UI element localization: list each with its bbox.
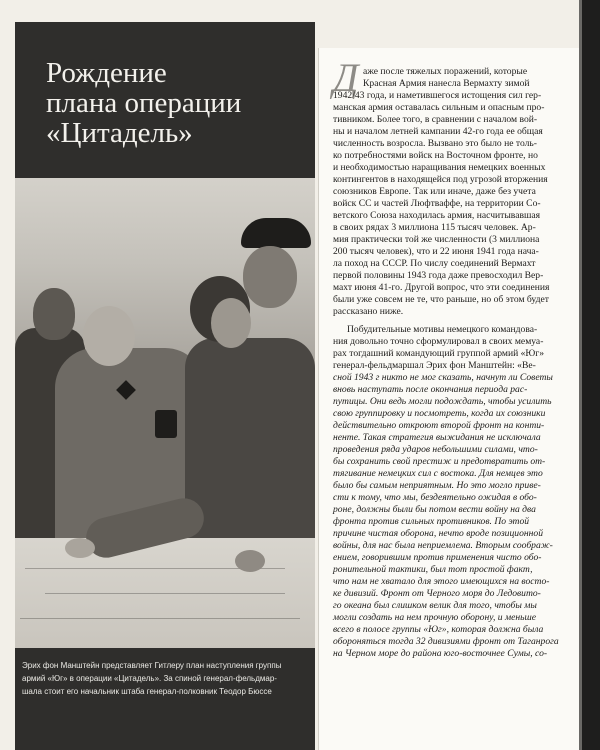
article-line: 1942/43 года, и наметившегося истощения сил гер- [333, 90, 542, 101]
chapter-title-line: Рождение [46, 57, 167, 89]
article-line: сти к тому, что мы, бездеятельно ожидая в обо- [333, 492, 537, 503]
historical-photo [15, 178, 315, 648]
article-line: 200 тысяч человек), что и 22 июня 1941 года нача- [333, 246, 539, 257]
article-line: путицы. Они ведь могли подождать, чтобы усилить [333, 396, 552, 407]
article-line: сной 1943 г никто не мог сказать, начнут ли Советы [333, 372, 553, 383]
caption-line: Эрих фон Манштейн представляет Гитлеру план наступления группы [22, 661, 282, 670]
article-line: войск СС и частей Люфтваффе, на территории Со- [333, 198, 541, 209]
chapter-title-line: «Цитадель» [46, 117, 193, 149]
photo-detail [235, 550, 265, 572]
article-line: в своих рядах 3 миллиона 115 тысяч человек. Ар- [333, 222, 536, 233]
article-column [318, 48, 579, 750]
article-line: были уже совсем не те, что раньше, но об этом будет [333, 294, 549, 305]
article-line: и необходимостью наращивания немецких военных [333, 162, 546, 173]
article-line: союзников Европе. Так или иначе, даже без учета [333, 186, 536, 197]
article-line: бы сохранить свой престиж и предотвратить от- [333, 456, 546, 467]
article-line: манская армия оставалась сильным и опасным про- [333, 102, 545, 113]
photo-detail [45, 593, 285, 594]
chapter-title [46, 58, 296, 148]
article-line: аже после тяжелых поражений, которые [363, 66, 528, 77]
article-line: генерал-фельдмаршал Эрих фон Манштейн: «Ве- [333, 360, 536, 371]
photo-figure [211, 298, 251, 348]
page-edge [579, 0, 582, 750]
article-line: роне, должны были бы потом вести войну на два [333, 504, 536, 515]
article-line: ненте. Такая стратегия выжидания не исключала [333, 432, 541, 443]
article-line: проведения ряда ударов небольшими силами, что- [333, 444, 538, 455]
article-line: контингентов в находящейся под угрозой вторжения [333, 174, 548, 185]
article-line: могли создать на нем прочную оборону, и меньше [333, 612, 537, 623]
article-line: рах тогдашний командующий группой армий «Юг» [333, 348, 545, 359]
article-line: первой половины 1943 года даже превосходил Вер- [333, 270, 544, 281]
article-line: ветского Союза находилась армия, насчитывавшая [333, 210, 541, 221]
article-line: ке дивизий. Фронт от Черного моря до Ледовито- [333, 588, 541, 599]
article-line: причине чистая оборона, нечто вроде позиционной [333, 528, 543, 539]
article-line: Красная Армия нанесла Вермахту зимой [363, 78, 530, 89]
article-line: всего в полосе группы «Юг», которая должна была [333, 624, 544, 635]
drop-cap: Д [333, 55, 359, 100]
article-line: тивником. Более того, в сравнении с началом вой- [333, 114, 538, 125]
article-line: Побудительные мотивы немецкого командова- [347, 324, 538, 335]
photo-detail [155, 410, 177, 438]
article-line: что нам не хватало для этого имеющихся на восто- [333, 576, 550, 587]
photo-figure [243, 246, 297, 308]
article-line: рассказано ниже. [333, 306, 404, 317]
chapter-title-line: плана операции [46, 87, 242, 119]
article-line: мия практически той же численности (3 миллиона [333, 234, 540, 245]
caption-line: шала стоит его начальник штаба генерал-полковник Теодор Бюссе [22, 687, 272, 696]
article-line: ны и началом летней кампании 42-го года ее общая [333, 126, 543, 137]
article-line: ронительной тактики, был тот простой факт, [333, 564, 533, 575]
photo-figure [241, 218, 311, 248]
article-line: свою группировку и посмотреть, когда их союзники [333, 408, 546, 419]
photo-figure [33, 288, 75, 340]
article-line: фронта против сильных противников. По этой [333, 516, 530, 527]
article-line: действительно откроют второй фронт на конти- [333, 420, 545, 431]
photo-detail [65, 538, 95, 558]
article-line: ением, говорившим против применения чисто обо- [333, 552, 542, 563]
article-line: вновь наступать после окончания периода рас- [333, 384, 528, 395]
article-line: го океана был слишком велик для того, чтобы мы [333, 600, 537, 611]
article-line: численность возросла. Вызвано это было не толь- [333, 138, 537, 149]
photo-figure [83, 306, 135, 366]
photo-detail [20, 618, 300, 619]
caption-line: армий «Юг» в операции «Цитадель». За спиной генерал-фельдмар- [22, 674, 277, 683]
article-line: было бы самым неприятным. Но это могло приве- [333, 480, 541, 491]
article-line: войны, для нас была неприемлема. Вторым соображ- [333, 540, 553, 551]
article-line: ла поход на СССР. По числу соединений Вермахт [333, 258, 536, 269]
page-edge [579, 0, 600, 750]
article-line: ко потребностями войск на Восточном фронте, но [333, 150, 538, 161]
article-line: на Черном море до района юго-восточнее Сумы, со- [333, 648, 548, 659]
article-line: махт июня 41-го. Другой вопрос, что эти соединения [333, 282, 550, 293]
photo-caption [22, 659, 312, 698]
article-line: ния довольно точно сформулировал в своих мемуа- [333, 336, 544, 347]
article-line: обороняться тогда 32 дивизиями фронт от Таганрога [333, 636, 559, 647]
article-line: тягивание немецких сил с востока. Для немцев это [333, 468, 543, 479]
